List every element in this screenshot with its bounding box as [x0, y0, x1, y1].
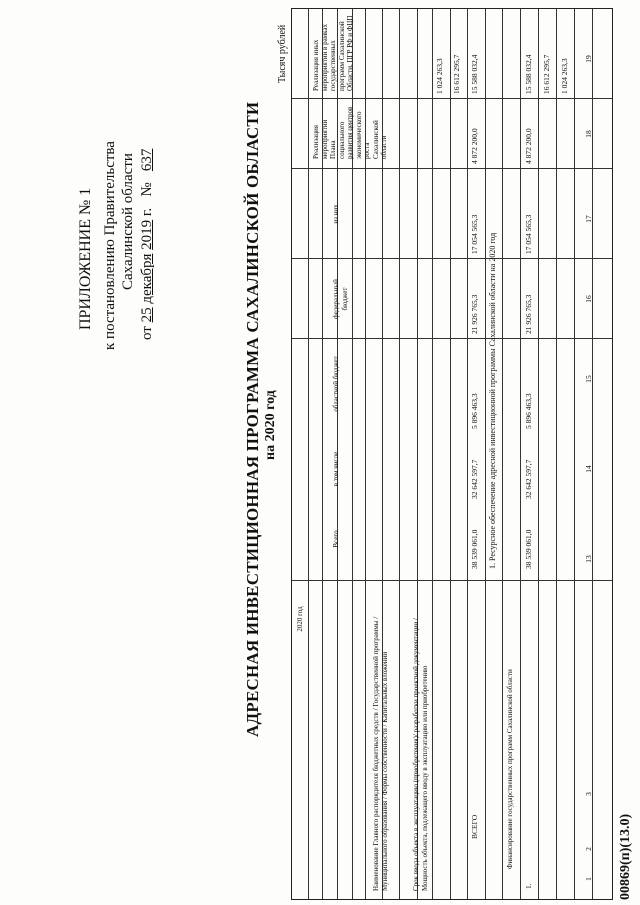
- col-line: [292, 258, 612, 259]
- row1-value: 17 054 565,3: [524, 214, 533, 254]
- date-prefix: от: [139, 326, 155, 340]
- row-line: [574, 9, 575, 899]
- header-regional: областной бюджет: [332, 356, 340, 412]
- date-day: 25: [139, 307, 155, 323]
- row-line: [520, 9, 521, 899]
- col-num: 1: [584, 877, 593, 881]
- row-line: [308, 9, 309, 899]
- col-num: 18: [584, 130, 593, 138]
- document-title: АДРЕСНАЯ ИНВЕСТИЦИОННАЯ ПРОГРАММА САХАЛИНСКОЙ ОБЛАСТИ: [243, 101, 262, 737]
- col-num: 17: [584, 215, 593, 223]
- row-line: [450, 9, 451, 899]
- row-line: [432, 9, 433, 899]
- footer-code: 00869(п)(13.0): [618, 813, 633, 900]
- row-line: [467, 9, 468, 899]
- col-num: 15: [584, 375, 593, 383]
- col-num: 19: [584, 55, 593, 63]
- row1-number: 1.: [524, 883, 533, 889]
- approval-line-1: к постановлению Правительства: [102, 141, 118, 350]
- col-num: 13: [584, 555, 593, 563]
- approval-date-line: [138, 149, 156, 340]
- row-line: [485, 9, 486, 899]
- col-num: 14: [584, 465, 593, 473]
- row1-value: 16 612 295,7: [542, 54, 551, 94]
- col-num: 16: [584, 295, 593, 303]
- appendix-heading: ПРИЛОЖЕНИЕ № 1: [77, 187, 94, 330]
- section-1-heading: 1. Ресурсное обеспечение адресной инвестиционной программы Сахалинской области на 2020 год: [488, 232, 497, 569]
- total-value: 15 588 032,4: [470, 54, 479, 94]
- total-value: 38 539 061,0: [470, 529, 479, 569]
- document-number: 637: [139, 148, 155, 172]
- total-value: 32 642 597,7: [470, 459, 479, 499]
- units-label: Тысяч рублей: [277, 24, 288, 83]
- col-num: 2: [584, 847, 593, 851]
- total-value: 17 054 565,3: [470, 214, 479, 254]
- col-num: 3: [584, 792, 593, 796]
- document-subtitle: на 2020 год: [263, 390, 278, 460]
- row1-value: 5 896 463,3: [524, 393, 533, 429]
- total-value: 21 926 765,3: [470, 294, 479, 334]
- header-year-2020: 2020 год: [296, 606, 304, 632]
- total-value: 1 024 263,3: [435, 58, 444, 94]
- header-zones: Реализация мероприятий Плана социального развития центров экономического роста Сахалинской области: [312, 106, 388, 159]
- row1-value: 32 642 597,7: [524, 459, 533, 499]
- row-line: [502, 9, 503, 899]
- col-line: [292, 168, 612, 169]
- total-value: 4 872 200,0: [470, 128, 479, 164]
- row-line: [556, 9, 557, 899]
- number-label: №: [139, 182, 155, 197]
- header-in-that: в том числе: [332, 451, 340, 487]
- col-line: [292, 98, 612, 99]
- approval-line-2: Сахалинской области: [120, 153, 136, 290]
- total-value: 16 612 295,7: [452, 54, 461, 94]
- row1-label: Финансирование государственных программ Сахалинской области: [506, 669, 514, 869]
- row-line: [538, 9, 539, 899]
- date-month: декабря: [139, 253, 155, 304]
- header-of-them: из них: [332, 204, 340, 224]
- col-line: [292, 580, 612, 581]
- investment-table: [291, 8, 613, 900]
- total-value: 5 896 463,3: [470, 393, 479, 429]
- header-federal: федеральный бюджет: [332, 279, 349, 319]
- header-col3-name: Наименование Главного распорядителя бюджетных средств / Государственной программы / Муниципального образования / Формы собственности / Капитальных вложений: [372, 616, 389, 891]
- header-total: Всего: [332, 530, 340, 548]
- row1-value: 21 926 765,3: [524, 294, 533, 334]
- header-programs: Реализация иных мероприятий в рамках государственных программ Сахалинской Области, ПГР РФ и ФЦП: [312, 15, 354, 91]
- date-suffix: г.: [139, 207, 155, 217]
- row1-value: 38 539 061,0: [524, 529, 533, 569]
- col-line: [292, 338, 612, 339]
- row1-value: 4 872 200,0: [524, 128, 533, 164]
- header-col12: Срок ввода объекта в эксплуатацию (приобретения)/ разработки проектной документации / Мощность объекта, подлежащего вводу в эксплуатацию или приобретению: [412, 618, 429, 891]
- total-row-label: ВСЕГО: [470, 814, 479, 839]
- date-year: 2019: [139, 219, 155, 250]
- row1-value: 1 024 263,3: [560, 58, 569, 94]
- row1-value: 15 588 032,4: [524, 54, 533, 94]
